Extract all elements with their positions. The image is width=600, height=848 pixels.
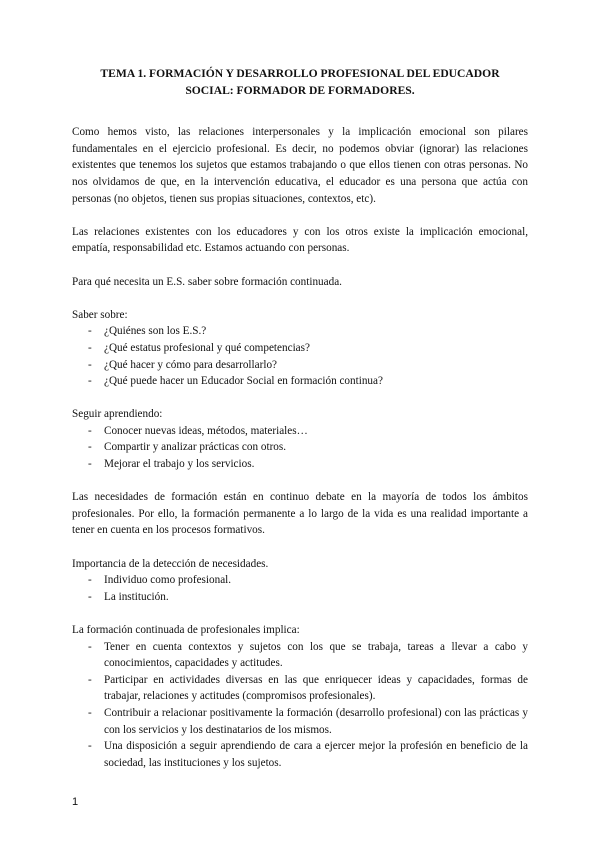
- list-item: - Una disposición a seguir aprendiendo de cara a ejercer mejor la profesión en beneficio de la sociedad, las instituciones y los sujetos.: [72, 738, 528, 771]
- list-saber-sobre: [72, 307, 528, 390]
- list-intro: Saber sobre:: [72, 308, 128, 321]
- list-item: - Conocer nuevas ideas, métodos, materiales…: [72, 423, 528, 440]
- document-title: TEMA 1. FORMACIÓN Y DESARROLLO PROFESIONAL DEL EDUCADOR SOCIAL: FORMADOR DE FORMADORES.: [100, 67, 500, 97]
- list-seguir-aprendiendo: [72, 406, 528, 472]
- paragraph-interpersonal: Como hemos visto, las relaciones interpersonales y la implicación emocional son pilares fundamentales en el ejercicio profesional. Es decir, no podemos obviar (ignorar) las relaciones existentes que tenemos los sujetos que estamos trabajando o que ellos tienen con otras personas. No nos olvidamos de que, en la intervención educativa, el educador es una persona que actúa con personas (no objetos, tienen sus propias situaciones, contextos, etc).: [72, 126, 528, 205]
- list-item: - Contribuir a relacionar positivamente la formación (desarrollo profesional) con las prácticas y con los servicios y los destinatarios de los mismos.: [72, 705, 528, 738]
- list-item: - ¿Qué puede hacer un Educador Social en formación continua?: [72, 373, 528, 390]
- list-item: - Tener en cuenta contextos y sujetos con los que se trabaja, tareas a llevar a cabo y conocimientos, capacidades y actitudes.: [72, 639, 528, 672]
- list-item: - Mejorar el trabajo y los servicios.: [72, 456, 528, 473]
- document-page: [72, 66, 528, 771]
- paragraph-question: Para qué necesita un E.S. saber sobre formación continuada.: [72, 275, 342, 288]
- list-intro: Importancia de la detección de necesidades.: [72, 557, 269, 570]
- list-intro: La formación continuada de profesionales implica:: [72, 624, 300, 636]
- list-item: - ¿Qué estatus profesional y qué competencias?: [72, 340, 528, 357]
- list-intro: Seguir aprendiendo:: [72, 408, 163, 421]
- list-item: - La institución.: [72, 589, 528, 606]
- page-number: 1: [72, 796, 79, 808]
- list-item: - ¿Qué hacer y cómo para desarrollarlo?: [72, 357, 528, 374]
- list-item: - Compartir y analizar prácticas con otros.: [72, 439, 528, 456]
- paragraph-relations: Las relaciones existentes con los educadores y con los otros existe la implicación emocional, empatía, responsabilidad etc. Estamos actuando con personas.: [72, 225, 528, 255]
- list-deteccion-necesidades: [72, 556, 528, 606]
- list-item: - Individuo como profesional.: [72, 572, 528, 589]
- list-formacion-continuada: [72, 622, 528, 771]
- paragraph-needs: Las necesidades de formación están en continuo debate en la mayoría de todos los ámbitos profesionales. Por ello, la formación permanente a lo largo de la vida es una realidad importante a tener en cuenta en los procesos formativos.: [72, 491, 528, 537]
- list-item: - Participar en actividades diversas en las que enriquecer ideas y capacidades, formas de trabajar, relaciones y actitudes (compromisos profesionales).: [72, 672, 528, 705]
- list-item: - ¿Quiénes son los E.S.?: [72, 323, 528, 340]
